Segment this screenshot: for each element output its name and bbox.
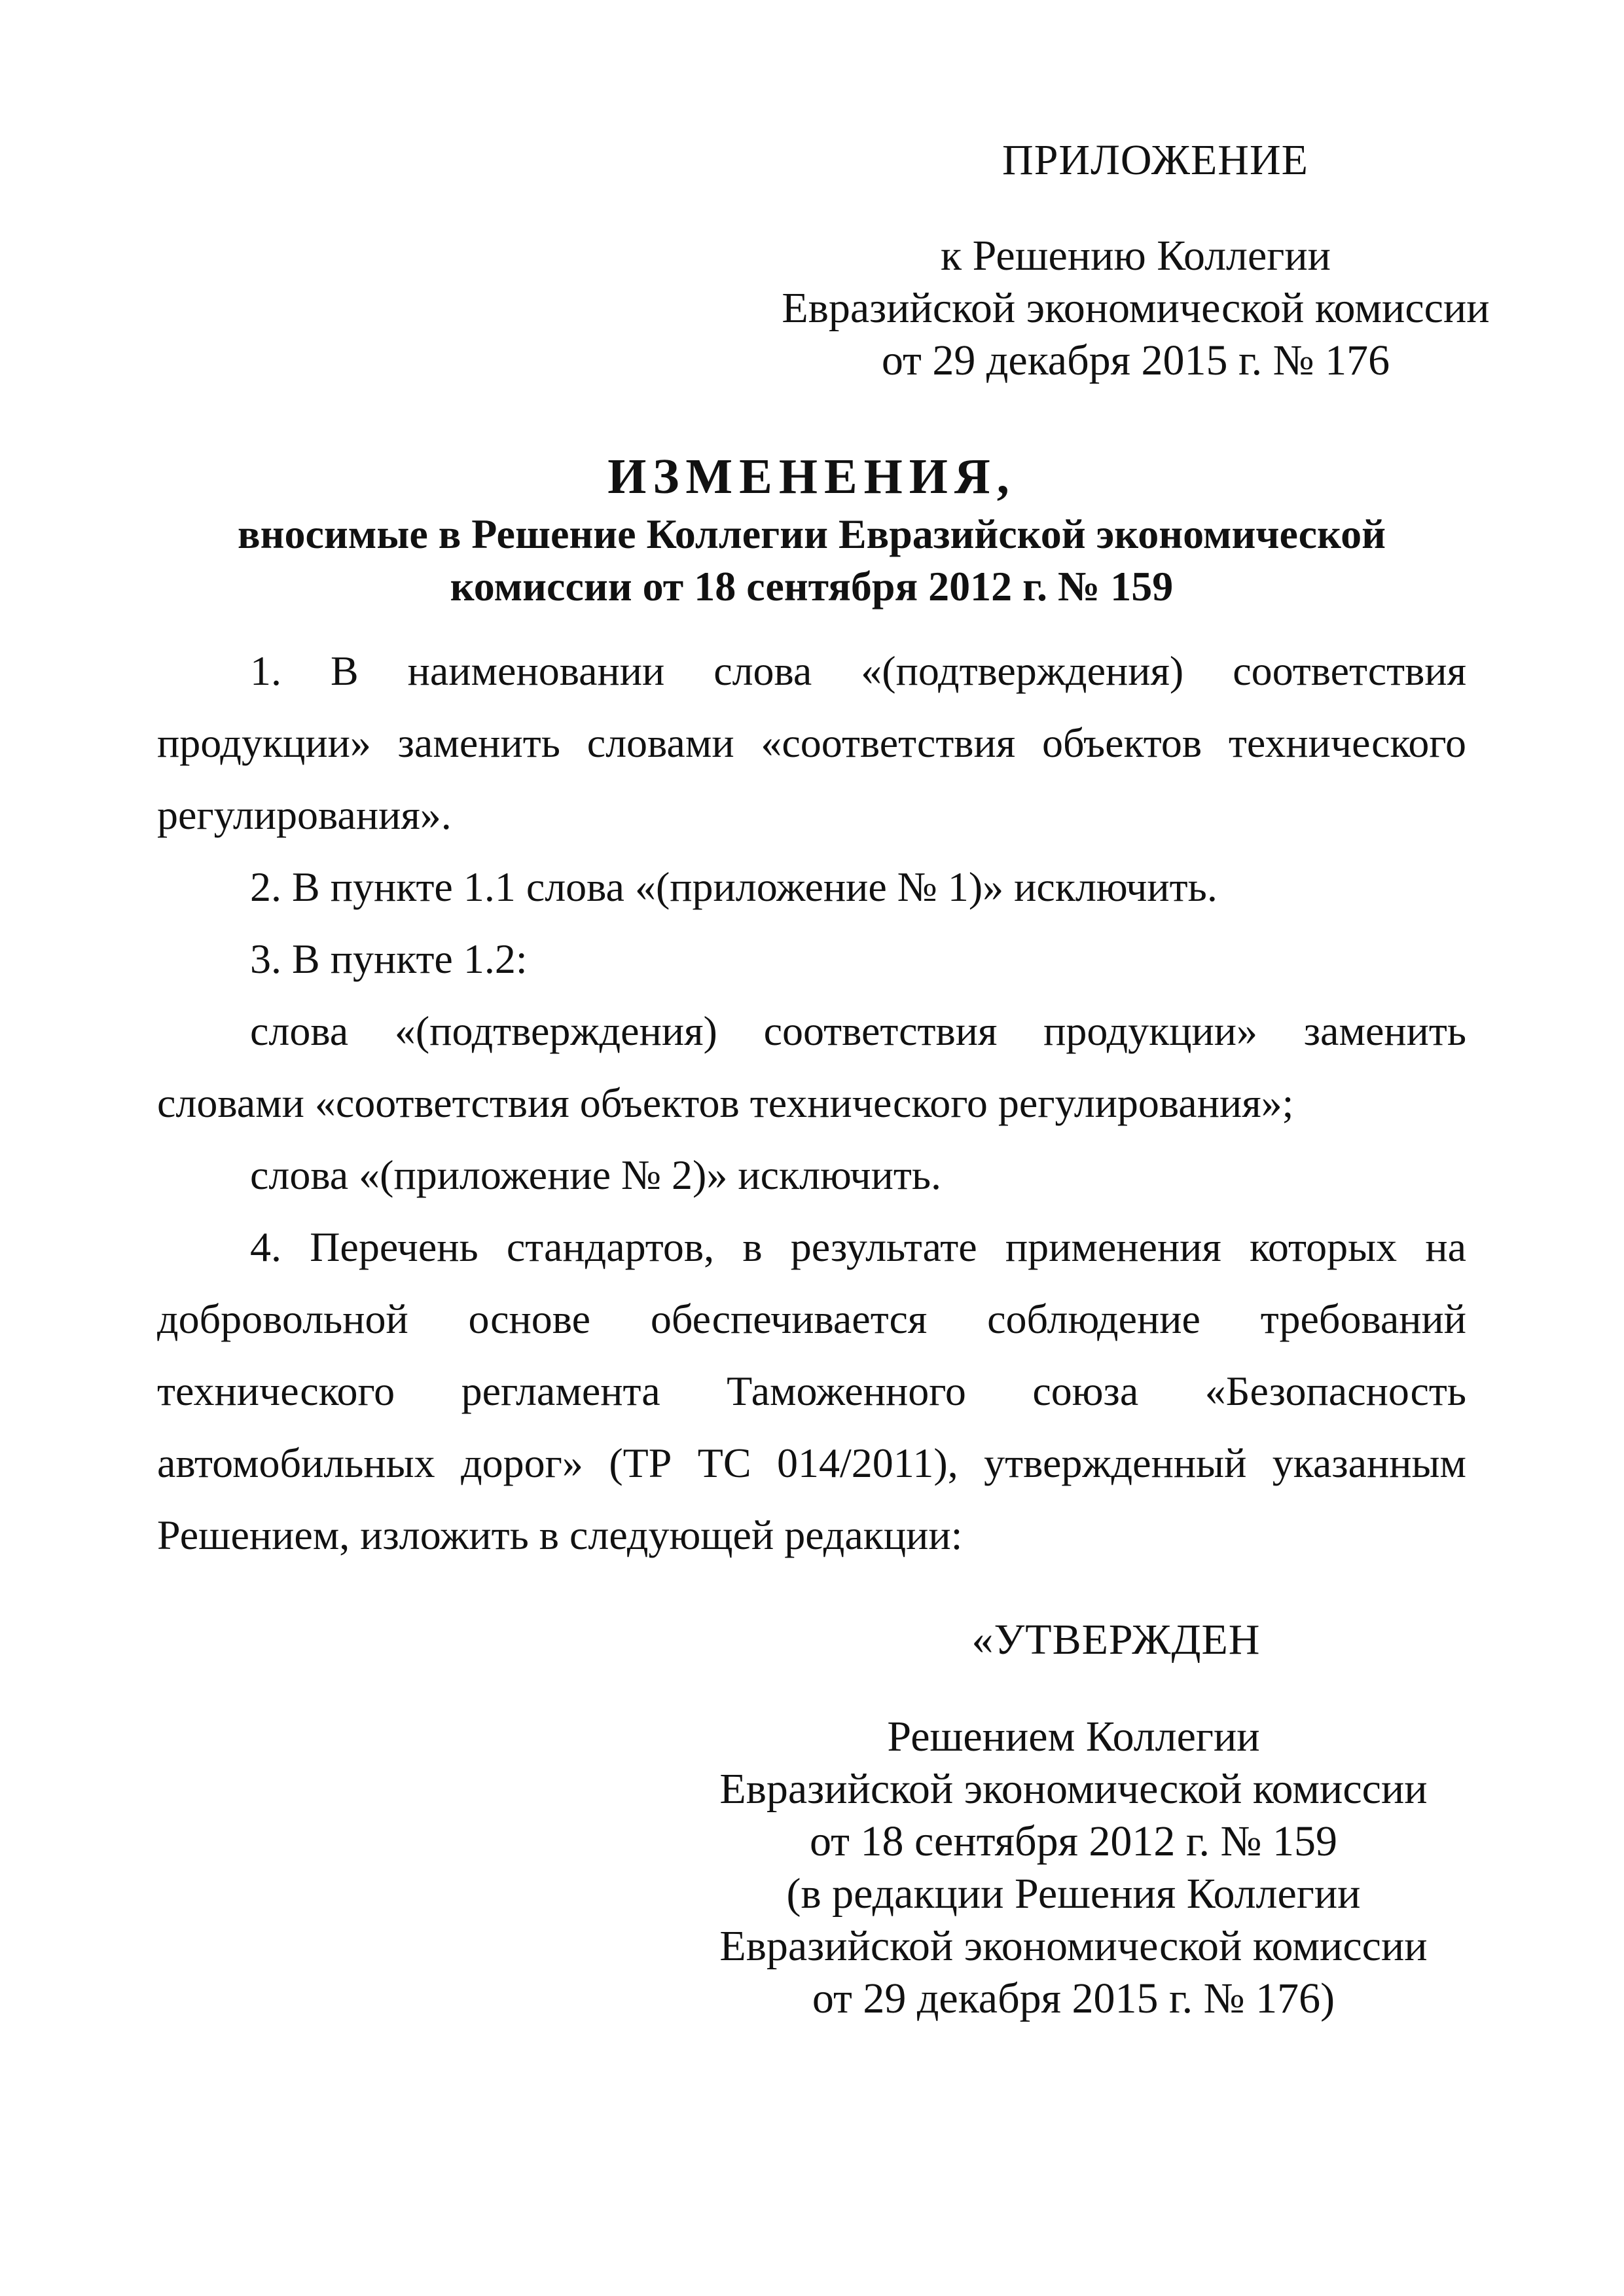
- approved-block: [681, 1614, 1466, 2025]
- paragraph-item-1: 1. В наименовании слова «(подтверждения) соответствия продукции» заменить словами «соответствия объектов технического регулирования».: [157, 647, 1466, 838]
- approved-line: (в редакции Решения Коллегии: [786, 1870, 1361, 1918]
- paragraph-item-2: 2. В пункте 1.1 слова «(приложение № 1)» исключить.: [250, 864, 1218, 910]
- annex-line: к Решению Коллегии: [941, 232, 1331, 280]
- approved-line: от 18 сентября 2012 г. № 159: [809, 1817, 1338, 1865]
- document-body: [157, 635, 1466, 1571]
- paragraph-item-3-sub-1: слова «(подтверждения) соответствия продукции» заменить словами «соответствия объектов технического регулирования»;: [157, 1008, 1466, 1126]
- annex-title: ПРИЛОЖЕНИЕ: [1002, 136, 1308, 184]
- approved-title: «УТВЕРЖДЕН: [971, 1616, 1261, 1664]
- annex-line: от 29 декабря 2015 г. № 176: [881, 337, 1390, 384]
- annex-header: [766, 134, 1506, 387]
- amendments-heading: [157, 445, 1466, 613]
- heading-subtitle-line: комиссии от 18 сентября 2012 г. № 159: [450, 563, 1174, 610]
- paragraph-item-3: 3. В пункте 1.2:: [250, 936, 528, 982]
- paragraph-item-3-sub-2: слова «(приложение № 2)» исключить.: [250, 1152, 941, 1198]
- heading-subtitle-line: вносимые в Решение Коллегии Евразийской экономической: [238, 511, 1386, 557]
- approved-line: Евразийской экономической комиссии: [719, 1765, 1428, 1813]
- paragraph-item-4: 4. Перечень стандартов, в результате применения которых на добровольной основе обеспечивается соблюдение требований технического регламента Таможенного союза «Безопасность автомобильных дорог» (ТР ТС 014/2011), утвержденный указанным Решением, изложить в следующей редакции:: [157, 1224, 1466, 1558]
- heading-title: ИЗМЕНЕНИЯ,: [607, 449, 1016, 504]
- approved-line: Решением Коллегии: [887, 1713, 1260, 1760]
- approved-line: от 29 декабря 2015 г. № 176): [812, 1975, 1335, 2022]
- approved-line: Евразийской экономической комиссии: [719, 1922, 1428, 1970]
- annex-line: Евразийской экономической комиссии: [782, 284, 1490, 332]
